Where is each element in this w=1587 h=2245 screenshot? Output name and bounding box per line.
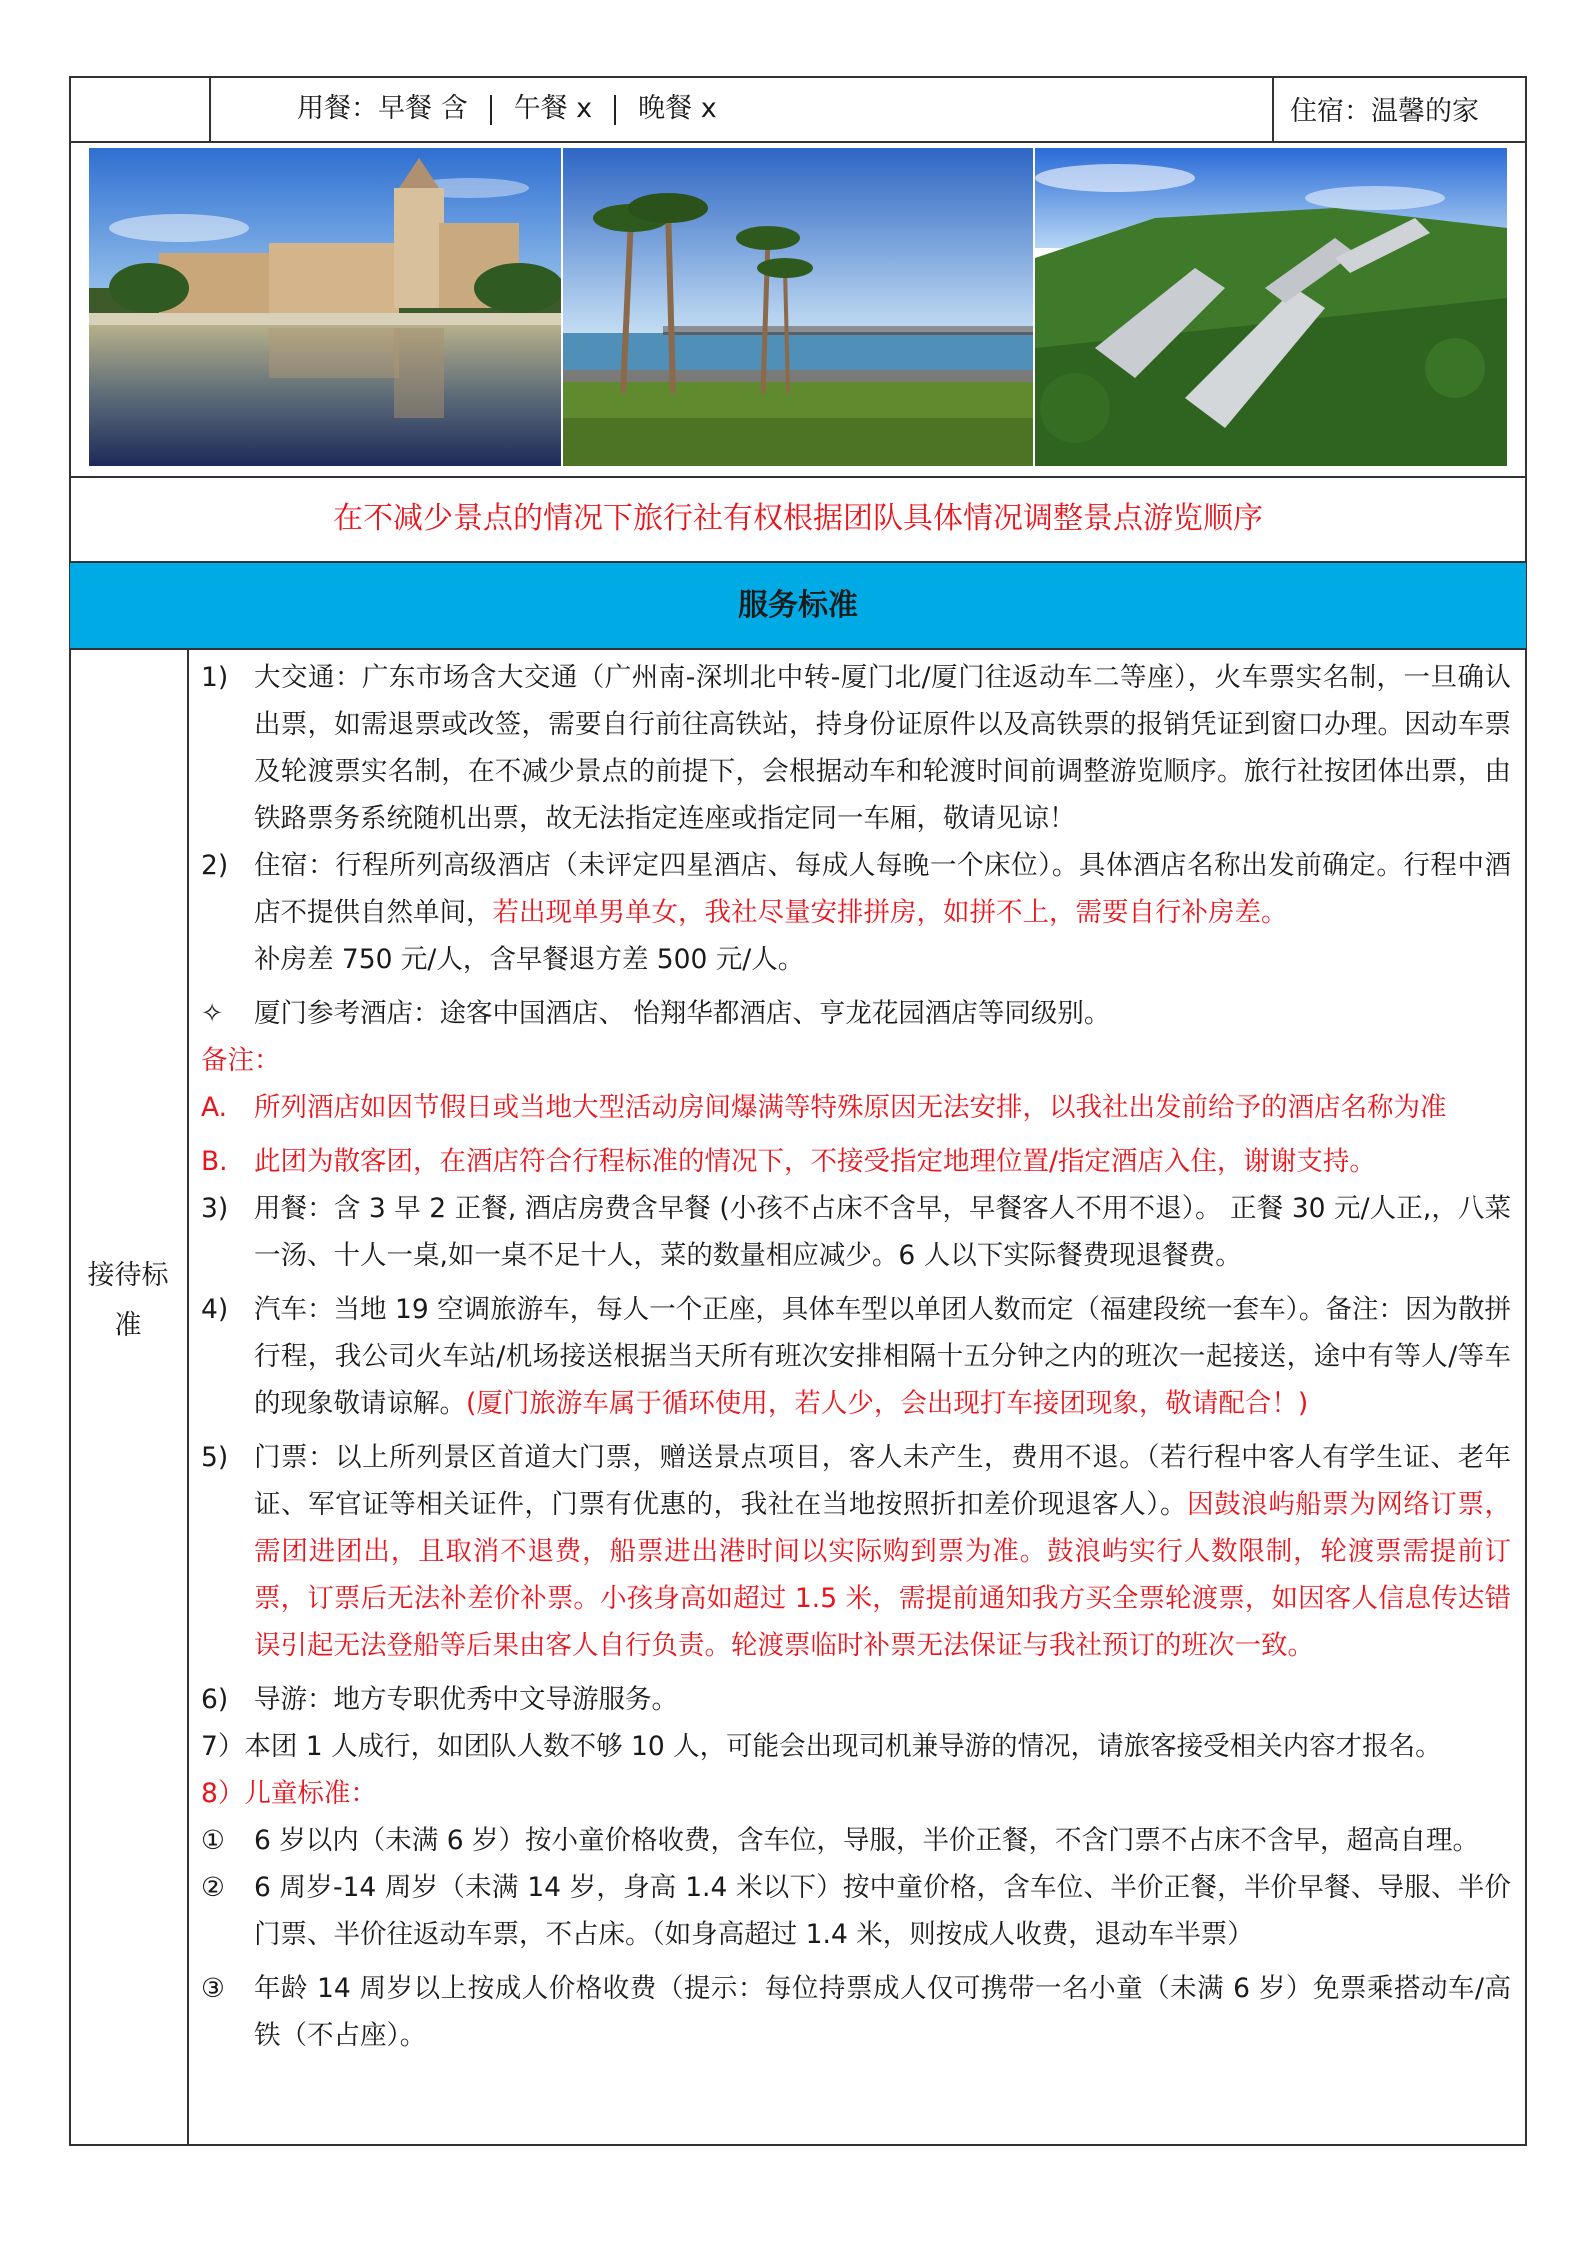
guide-text: 导游：地方专职优秀中文导游服务。 xyxy=(254,1684,678,1715)
col-divider xyxy=(187,648,189,2146)
list-item xyxy=(201,1676,1511,1723)
list-item xyxy=(201,1864,1511,1958)
list-item xyxy=(201,842,1511,983)
item-number: 4) xyxy=(201,1294,229,1325)
photo-strip xyxy=(89,148,1507,466)
row-divider xyxy=(69,141,1527,143)
meal-breakfast: 早餐 含 xyxy=(378,93,468,124)
list-item xyxy=(201,1138,1511,1185)
child-standard-title: 8）儿童标准： xyxy=(201,1778,377,1809)
meals-prefix: 用餐： xyxy=(297,93,378,124)
bus-text-main: 汽车：当地 19 空调旅游车，每人一个正座，具体车型以单团人数而定（福建段统一套车）。备注：因为散拼行程，我公司火车站/机场接送根据当天所有班次安排相隔十五分钟之内的班次一起接送，途中有等人/等车的现象敬请谅解。 xyxy=(254,1294,1511,1419)
adult-over-14: 年龄 14 周岁以上按成人价格收费（提示：每位持票成人仅可携带一名小童（未满 6 岁）免票乘搭动车/高铁（不占座）。 xyxy=(254,1973,1511,2051)
itinerary-document xyxy=(69,76,1527,2146)
remark-title: 备注： xyxy=(201,1045,281,1076)
bus-text xyxy=(254,1286,1511,1427)
child-6-to-14: 6 周岁-14 周岁（未满 14 岁，身高 1.4 米以下）按中童价格，含车位、半价正餐，半价早餐、导服、半价门票、半价往返动车票，不占床。（如身高超过 1.4 米，则按成人收费，退动车半票） xyxy=(254,1872,1511,1950)
palm-beach-bridge-photo xyxy=(563,148,1033,466)
lakeside-castle-photo xyxy=(89,148,561,466)
meal-separator xyxy=(614,95,616,125)
service-standard-content xyxy=(201,654,1511,2059)
room-supplement: 补房差 750 元/人，含早餐退方差 500 元/人。 xyxy=(254,944,805,975)
transport-text: 大交通：广东市场含大交通（广州南-深圳北中转-厦门北/厦门往返动车二等座），火车票实名制，一旦确认出票，如需退票或改签，需要自行前往高铁站，持身份证原件以及高铁票的报销凭证到窗口办理。因动车票及轮渡票实名制，在不减少景点的前提下，会根据动车和轮渡时间前调整游览顺序。旅行社按团体出票，由铁路票务系统随机出票，故无法指定连座或指定同一车厢，敬请见谅！ xyxy=(254,662,1511,834)
item-letter: B. xyxy=(201,1146,228,1177)
meals-text: 用餐：含 3 早 2 正餐, 酒店房费含早餐 (小孩不占床不含早，早餐客人不用不退）。 正餐 30 元/人正,，八菜一汤、十人一桌,如一桌不足十人，菜的数量相应减少。6 人以下实际餐费现退餐费。 xyxy=(254,1193,1511,1271)
meal-separator xyxy=(490,95,492,125)
list-item xyxy=(201,1965,1511,2059)
list-item xyxy=(201,654,1511,842)
min-group-text: 本团 1 人成行，如团队人数不够 10 人，可能会出现司机兼导游的情况，请旅客接受相关内容才报名。 xyxy=(244,1731,1442,1762)
list-item xyxy=(201,1084,1511,1131)
tickets-text xyxy=(254,1434,1511,1669)
circled-number: ③ xyxy=(201,1973,225,2004)
list-item xyxy=(201,1286,1511,1427)
circled-number: ② xyxy=(201,1872,225,1903)
table-border-bottom xyxy=(69,2144,1527,2146)
meals-cell xyxy=(209,76,1331,141)
table-border-right xyxy=(1525,76,1527,2146)
tickets-text-main: 门票：以上所列景区首道大门票，赠送景点项目，客人未产生，费用不退。（若行程中客人有学生证、老年证、军官证等相关证件，门票有优惠的，我社在当地按照折扣差价现退客人）。 xyxy=(254,1442,1511,1520)
diamond-bullet-icon: ✧ xyxy=(201,998,224,1029)
remark-a: 所列酒店如因节假日或当地大型活动房间爆满等特殊原因无法安排，以我社出发前给予的酒店名称为准 xyxy=(254,1092,1447,1123)
item-number: 1) xyxy=(201,662,229,693)
lodging-warning: 若出现单男单女，我社尽量安排拼房，如拼不上，需要自行补房差。 xyxy=(492,897,1288,928)
item-number: 6) xyxy=(201,1684,229,1715)
reference-hotels: 厦门参考酒店：途客中国酒店、 怡翔华都酒店、亨龙花园酒店等同级别。 xyxy=(254,998,1111,1029)
row-label: 接待标准 xyxy=(87,1260,169,1341)
list-item xyxy=(201,1817,1511,1864)
itinerary-adjust-notice: 在不减少景点的情况下旅行社有权根据团队具体情况调整景点游览顺序 xyxy=(333,501,1263,536)
lodging-text xyxy=(254,842,1511,983)
child-under-6: 6 岁以内（未满 6 岁）按小童价格收费，含车位，导服，半价正餐，不含门票不占床不含早，超高自理。 xyxy=(254,1825,1479,1856)
circled-number: ① xyxy=(201,1825,225,1856)
ferry-warning: 因鼓浪屿船票为网络订票，需团进团出，且取消不退费，船票进出港时间以实际购到票为准。鼓浪屿实行人数限制，轮渡票需提前订票，订票后无法补差价补票。小孩身高如超过 1.5 米，需提前通知我方买全票轮渡票，如因客人信息传达错误引起无法登船等后果由客人自行负责。轮渡票临时补票无法保证与我社预订的班次一致。 xyxy=(254,1489,1512,1661)
item-number: 5) xyxy=(201,1442,229,1473)
meal-dinner: 晚餐 x xyxy=(638,93,717,124)
bus-warning: (厦门旅游车属于循环使用，若人少，会出现打车接团现象，敬请配合！) xyxy=(466,1388,1309,1419)
list-item xyxy=(201,1185,1511,1279)
section-title: 服务标准 xyxy=(70,563,1526,648)
lodging-cell: 住宿：温馨的家 xyxy=(1290,96,1479,127)
hillside-corridor-photo xyxy=(1035,148,1507,466)
item-number: 2) xyxy=(201,850,229,881)
list-item xyxy=(201,990,1511,1037)
item-number: 7） xyxy=(201,1731,245,1762)
row-divider xyxy=(69,648,1527,650)
row-label-cell xyxy=(69,648,187,2146)
item-letter: A. xyxy=(201,1092,228,1123)
list-item xyxy=(201,1434,1511,1669)
meal-lunch: 午餐 x xyxy=(513,93,593,124)
list-item xyxy=(201,1723,1511,1770)
remark-b: 此团为散客团，在酒店符合行程标准的情况下，不接受指定地理位置/指定酒店入住，谢谢支持。 xyxy=(254,1146,1376,1177)
lodging-text-main: 住宿：行程所列高级酒店（未评定四星酒店、每成人每晚一个床位）。具体酒店名称出发前确定。行程中酒店不提供自然单间， xyxy=(254,850,1511,928)
item-number: 3) xyxy=(201,1193,229,1224)
